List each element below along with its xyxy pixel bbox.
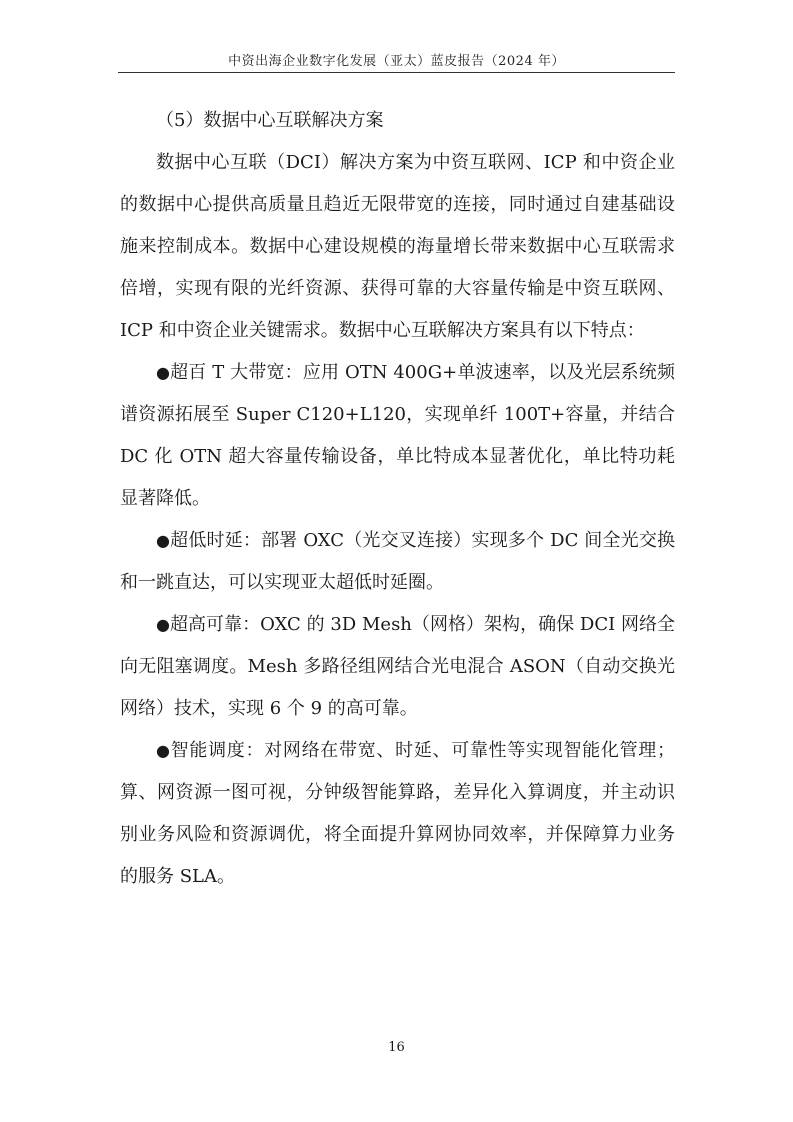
bullet-icon: ●: [156, 741, 171, 760]
bullet-text: 超高可靠：OXC 的 3D Mesh（网格）架构，确保 DCI 网络全向无阻塞调度。Mesh 多路径组网结合光电混合 ASON（自动交换光网络）技术，实现 6 个 9 的高可靠。: [120, 614, 675, 719]
bullet-text: 超低时延：部署 OXC（光交叉连接）实现多个 DC 间全光交换和一跳直达，可以实现亚太超低时延圈。: [120, 530, 676, 593]
page-number: 16: [388, 1040, 405, 1055]
bullet-item-latency: [120, 520, 675, 604]
bullet-text: 智能调度：对网络在带宽、时延、可靠性等实现智能化管理；算、网资源一图可视，分钟级智能算路，差异化入算调度，并主动识别业务风险和资源调优，将全面提升算网协同效率，并保障算力业务的服务 SLA。: [120, 740, 675, 887]
bullet-item-scheduling: [120, 730, 675, 898]
bullet-icon: ●: [156, 363, 171, 382]
page-header: 中资出海企业数字化发展（亚太）蓝皮报告（2024 年）: [228, 54, 565, 69]
page-content: [120, 100, 675, 898]
bullet-icon: ●: [156, 615, 170, 634]
header-divider: [118, 72, 675, 73]
bullet-text: 超百 T 大带宽：应用 OTN 400G+单波速率，以及光层系统频谱资源拓展至 Super C120+L120，实现单纤 100T+容量，并结合 DC 化 OTN 超大容量传输设备，单比特成本显著优化，单比特功耗显著降低。: [120, 362, 675, 509]
bullet-icon: ●: [156, 531, 171, 550]
intro-paragraph: 数据中心互联（DCI）解决方案为中资互联网、ICP 和中资企业的数据中心提供高质量且趋近无限带宽的连接，同时通过自建基础设施来控制成本。数据中心建设规模的海量增长带来数据中心互联需求倍增，实现有限的光纤资源、获得可靠的大容量传输是中资互联网、ICP 和中资企业关键需求。数据中心互联解决方案具有以下特点：: [120, 152, 675, 341]
bullet-item-reliability: [120, 604, 675, 730]
section-title: （5）数据中心互联解决方案: [156, 110, 384, 131]
bullet-item-bandwidth: [120, 352, 675, 520]
